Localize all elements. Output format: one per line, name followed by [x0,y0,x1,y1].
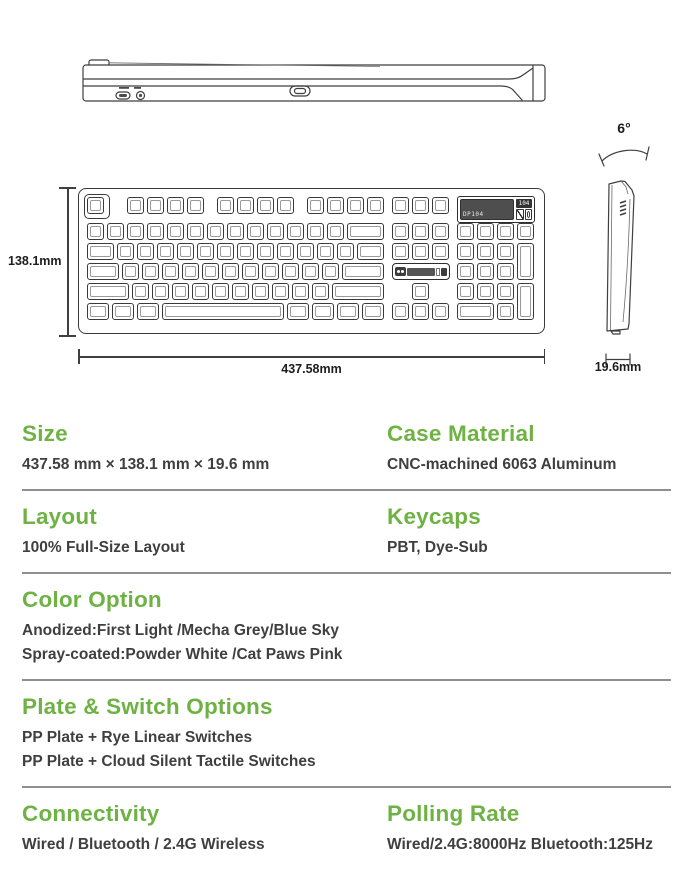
height-dim-label: 138.1mm [8,254,62,268]
keycap [247,223,264,240]
display-side-panel [516,199,532,220]
spec-heading-keycaps: Keycaps [387,504,481,529]
spec-row-size-material [22,419,673,476]
keycap [207,223,224,240]
pen-slash-icon [516,209,524,220]
display-screen-text: DP104 [463,211,484,218]
keycap [477,223,494,240]
keyboard-back-view [75,52,555,114]
keycap [337,303,359,320]
keycap [297,243,314,260]
port-label-left [119,87,129,89]
keycap [117,243,134,260]
keycap [272,283,289,300]
width-dim-line [78,356,545,358]
keycap [392,303,409,320]
keycap [517,243,534,280]
spec-heading-color-option: Color Option [22,587,162,612]
keycap [107,223,124,240]
keycap [187,223,204,240]
keycap [432,223,449,240]
spec-layout [22,502,387,559]
spec-value-polling-rate: Wired/2.4G:8000Hz Bluetooth:125Hz [387,836,654,853]
spec-heading-connectivity: Connectivity [22,801,160,826]
keycap [172,283,189,300]
spec-value-color-spray: Spray-coated:Powder White /Cat Paws Pink [22,646,343,663]
keycap [142,263,159,280]
keycap [162,303,284,320]
keycap [342,263,384,280]
keycap [432,197,449,214]
side-grip-vents [620,201,626,215]
height-dim-tick-top [59,187,76,189]
keycap [257,243,274,260]
keycap [187,197,204,214]
keycap [367,197,384,214]
volume-slider [392,263,450,280]
spec-color-option [22,585,673,666]
keycap [457,283,474,300]
keycap [412,283,429,300]
keycap [212,283,229,300]
display-icons [516,209,532,220]
keycap [477,283,494,300]
keycap [277,243,294,260]
keyboard-display-module [457,196,535,223]
display-badge: 104 [516,199,532,208]
spec-row-layout-keycaps [22,502,673,559]
spec-size [22,419,387,476]
keycap [147,223,164,240]
keycap [132,283,149,300]
keycap [262,263,279,280]
angle-label: 6° [617,120,631,136]
keycap [197,243,214,260]
keycap [497,303,514,320]
esc-key-badge [84,194,110,219]
keyboard-top-view [78,188,545,334]
keycap [227,223,244,240]
keycap [137,303,159,320]
keycap [477,243,494,260]
center-port-inner [295,89,306,94]
slider-knob-icon [395,267,406,276]
keycap [392,197,409,214]
keycap [127,223,144,240]
keycap [162,263,179,280]
keycap [412,243,429,260]
keycap [307,223,324,240]
keycap [127,197,144,214]
slider-bar [407,268,435,276]
keycap [292,283,309,300]
keycap [517,223,534,240]
spec-heading-plate-switch: Plate & Switch Options [22,694,273,719]
height-dim-tick-bottom [59,335,76,337]
keycap [152,283,169,300]
keycap [392,223,409,240]
keycap [87,283,129,300]
keycap [222,263,239,280]
side-foot [611,331,620,334]
keycap [267,223,284,240]
keycap [457,263,474,280]
keycap [202,263,219,280]
keycap [432,303,449,320]
back-case-outline [83,65,545,101]
spec-heading-layout: Layout [22,504,97,529]
spec-list [22,419,673,856]
keycap [307,197,324,214]
keycap [327,197,344,214]
keycap [217,243,234,260]
keycap [412,197,429,214]
keycap [497,263,514,280]
keycap [182,263,199,280]
divider [22,786,671,788]
spec-keycaps [387,502,673,559]
spec-plate-switch [22,692,673,773]
keycap [457,303,494,320]
keycap [87,303,109,320]
keycap [237,197,254,214]
keycap [312,303,334,320]
keycap [257,197,274,214]
keycap [242,263,259,280]
keycap [217,197,234,214]
width-dim-label: 437.58mm [281,362,342,376]
back-top-tab [89,60,109,65]
spec-heading-case-material: Case Material [387,421,535,446]
keycap [157,243,174,260]
keycap [237,243,254,260]
slider-gap [436,268,440,276]
keycap [312,283,329,300]
spec-value-switch-tactile: PP Plate + Cloud Silent Tactile Switches [22,753,316,770]
keycap [137,243,154,260]
keycap [517,283,534,320]
keycap [277,197,294,214]
port-label-right [134,87,141,89]
side-profile-contour [623,199,630,322]
usb-c-port-inner [119,94,127,97]
keycap [302,263,319,280]
angle-arc [602,150,647,161]
spec-connectivity [22,799,387,856]
ring-icon [525,209,533,220]
spec-heading-polling-rate: Polling Rate [387,801,520,826]
keycap [327,223,344,240]
keycap [347,197,364,214]
spec-row-connectivity-polling [22,799,673,856]
keycap [177,243,194,260]
slider-tip [441,268,447,276]
keycap [432,243,449,260]
divider [22,572,671,574]
keycap [332,283,384,300]
back-mid-line-upper [84,68,533,79]
height-dim-line [67,188,69,336]
keycap [87,263,119,280]
keycap [232,283,249,300]
spec-value-case-material: CNC-machined 6063 Aluminum [387,456,617,473]
divider [22,679,671,681]
keycap [357,243,384,260]
keycap [252,283,269,300]
spec-heading-size: Size [22,421,68,446]
spec-polling-rate [387,799,673,856]
center-port [290,86,310,96]
keycap [412,303,429,320]
keycap [87,243,114,260]
spec-value-size: 437.58 mm × 138.1 mm × 19.6 mm [22,456,270,473]
keycap [457,243,474,260]
keycap [362,303,384,320]
keycap [392,243,409,260]
spec-value-layout: 100% Full-Size Layout [22,539,185,556]
keycap [497,223,514,240]
display-screen [460,199,514,220]
spec-case-material [387,419,673,476]
keycap [412,223,429,240]
keycap [167,223,184,240]
keycap [112,303,134,320]
keycap [497,243,514,260]
keycap [347,223,384,240]
keycap [497,283,514,300]
spec-value-connectivity: Wired / Bluetooth / 2.4G Wireless [22,836,265,853]
depth-dim-label: 19.6mm [594,360,642,374]
keycap [457,223,474,240]
keycap [147,197,164,214]
keycap [282,263,299,280]
side-profile-left-inner [611,185,613,330]
keyboard-side-view [585,118,675,388]
keycap [87,223,104,240]
keycap [287,303,309,320]
keycap [192,283,209,300]
spec-value-switch-linear: PP Plate + Rye Linear Switches [22,729,253,746]
keycap [337,243,354,260]
keycap [477,263,494,280]
spec-value-color-anodized: Anodized:First Light /Mecha Grey/Blue Sky [22,622,339,639]
spec-value-keycaps: PBT, Dye-Sub [387,539,488,556]
power-knob-dot [139,94,142,97]
keycap [167,197,184,214]
keycap [287,223,304,240]
divider [22,489,671,491]
keycap [322,263,339,280]
keycap [122,263,139,280]
keycap [317,243,334,260]
